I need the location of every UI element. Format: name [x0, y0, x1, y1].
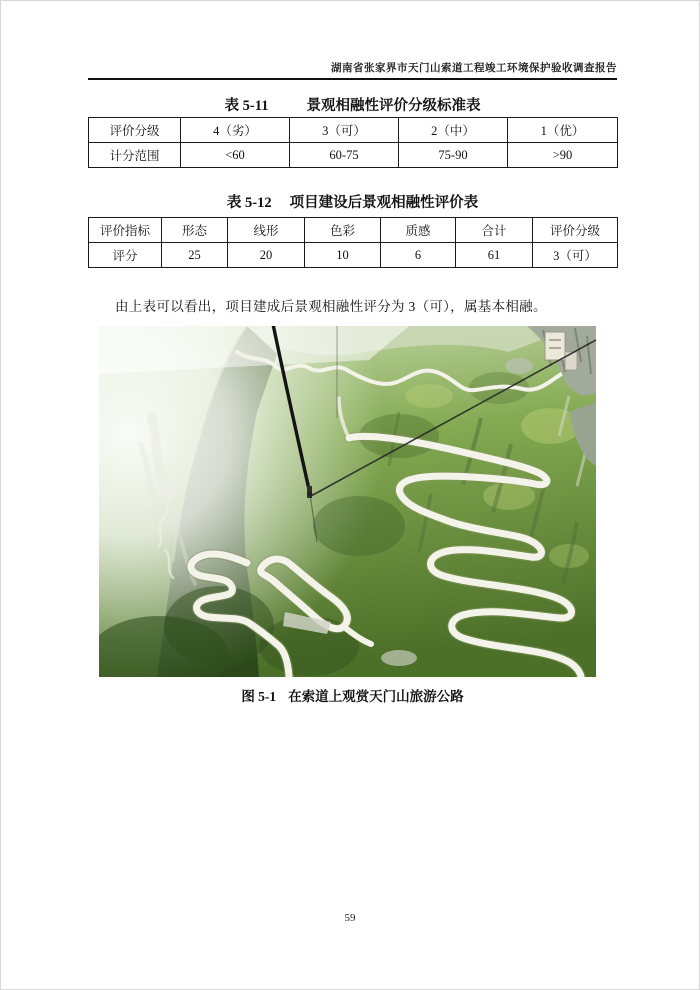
table-cell: 计分范围 — [89, 143, 181, 168]
table-cell: 1（优） — [508, 118, 618, 143]
table-row — [89, 218, 618, 243]
table-cell: 色彩 — [305, 218, 381, 243]
table-cell: 评价分级 — [89, 118, 181, 143]
table-cell: 形态 — [162, 218, 228, 243]
page-number: 59 — [344, 912, 356, 924]
table-5-12-title — [88, 191, 617, 212]
table-cell: 质感 — [381, 218, 456, 243]
figure-label: 图 5-1 — [241, 689, 277, 704]
table-5-11-label: 表 5-11 — [224, 98, 269, 114]
table-cell: 61 — [456, 243, 533, 268]
table-cell: 2（中） — [399, 118, 508, 143]
table-cell: 评价指标 — [89, 218, 162, 243]
figure-caption — [88, 685, 617, 705]
table-row — [89, 118, 618, 143]
table-cell: 评分 — [89, 243, 162, 268]
table-cell: 6 — [381, 243, 456, 268]
figure-caption-text: 在索道上观赏天门山旅游公路 — [288, 689, 464, 704]
table-row — [89, 143, 618, 168]
grading-standard-table — [88, 117, 618, 168]
table-cell: <60 — [181, 143, 290, 168]
table-cell: 合计 — [456, 218, 533, 243]
figure-photo-tianmen-winding-road — [99, 326, 596, 677]
table-row — [89, 243, 618, 268]
evaluation-result-table — [88, 217, 618, 268]
table-5-12-label: 表 5-12 — [226, 195, 272, 211]
table-cell: 60-75 — [290, 143, 399, 168]
page-header — [88, 60, 617, 80]
table-cell: 25 — [162, 243, 228, 268]
table-cell: 75-90 — [399, 143, 508, 168]
table-cell: 20 — [228, 243, 305, 268]
body-paragraph: 由上表可以看出，项目建成后景观相融性评分为 3（可），属基本相融。 — [115, 299, 547, 314]
table-5-11-title — [88, 94, 617, 115]
report-title: 湖南省张家界市天门山索道工程竣工环境保护验收调查报告 — [331, 63, 617, 74]
table-cell: 3（可） — [290, 118, 399, 143]
table-5-12-name: 项目建设后景观相融性评价表 — [289, 195, 479, 211]
table-cell: >90 — [508, 143, 618, 168]
table-cell: 10 — [305, 243, 381, 268]
table-5-11-name: 景观相融性评价分级标准表 — [306, 98, 481, 114]
table-cell: 线形 — [228, 218, 305, 243]
table-cell: 评价分级 — [533, 218, 618, 243]
table-cell: 4（劣） — [181, 118, 290, 143]
table-cell: 3（可） — [533, 243, 618, 268]
mountain-road-photo-illustration — [99, 326, 596, 677]
